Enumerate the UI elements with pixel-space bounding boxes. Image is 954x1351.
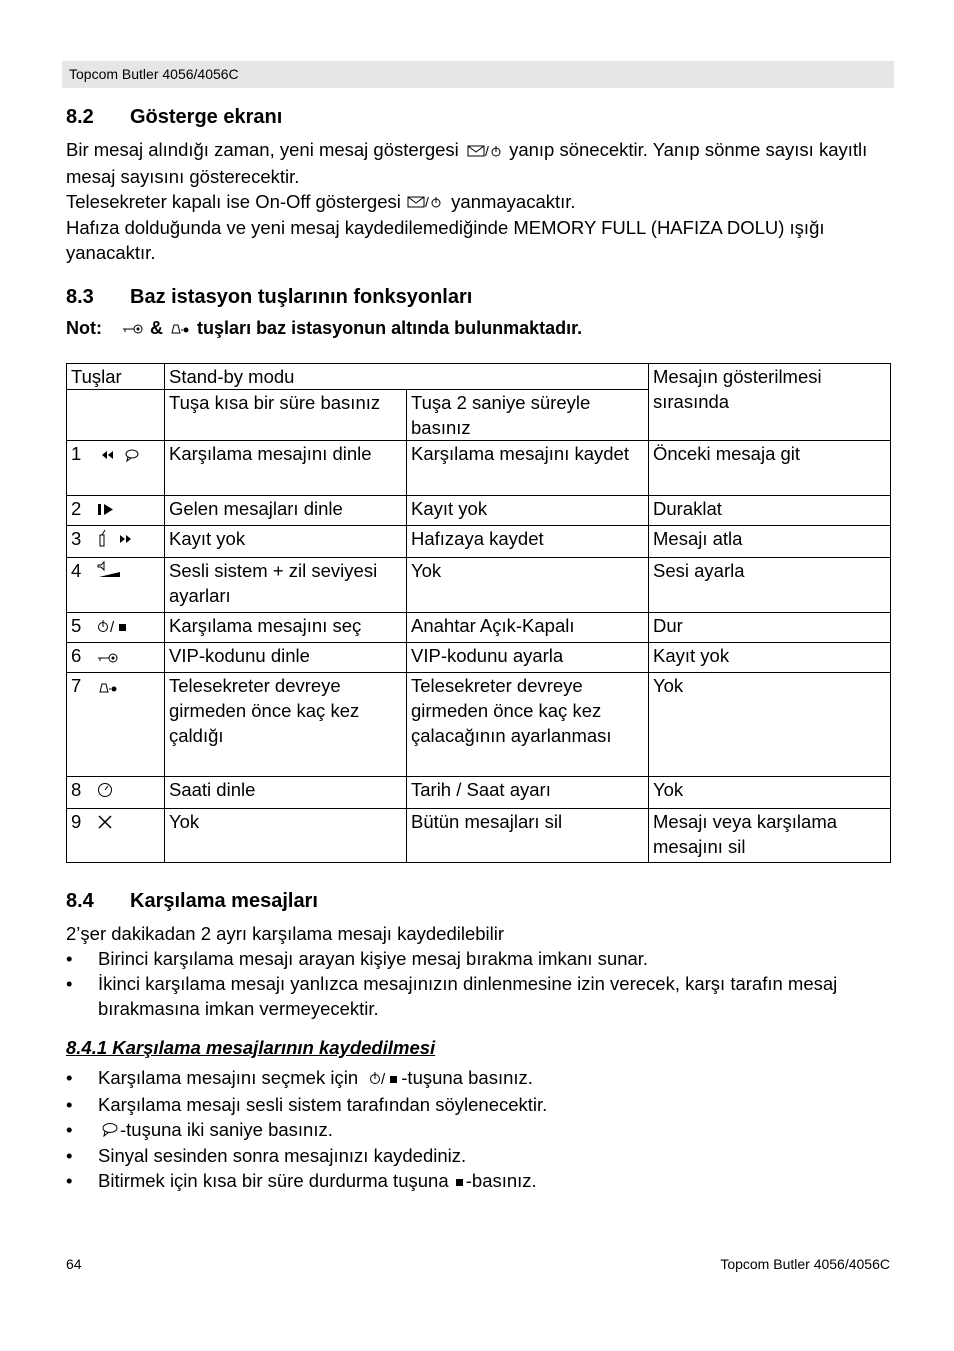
svg-text:/: / xyxy=(110,618,115,634)
section-number: 8.3 xyxy=(66,286,94,308)
volume-icon xyxy=(96,560,124,585)
subsection-title: 8.4.1 Karşılama mesajlarının kaydedilmesi xyxy=(66,1037,436,1058)
list-item xyxy=(66,1065,896,1092)
section-8-2-body xyxy=(66,137,896,265)
footer-title: Topcom Butler 4056/4056C xyxy=(720,1256,890,1272)
table-header-row xyxy=(67,364,891,390)
key-number: 9 xyxy=(71,811,82,832)
cell: Yok xyxy=(407,558,649,613)
table-row xyxy=(67,777,891,809)
list-item xyxy=(66,1168,896,1195)
cell: Tarih / Saat ayarı xyxy=(407,777,649,809)
svg-text:/: / xyxy=(425,194,429,210)
onoff-stop-icon xyxy=(369,1067,401,1092)
key-number: 1 xyxy=(71,443,82,464)
page-number: 64 xyxy=(66,1256,82,1272)
cell: Yok xyxy=(649,777,891,809)
table-row xyxy=(67,526,891,558)
vip-key-icon xyxy=(121,319,145,340)
table-row xyxy=(67,441,891,496)
greeting-icon xyxy=(100,1118,120,1143)
key-number: 6 xyxy=(71,645,82,666)
ring-count-icon xyxy=(168,319,192,340)
cell: Dur xyxy=(649,613,891,643)
header-title: Topcom Butler 4056/4056C xyxy=(69,66,239,82)
svg-text:/: / xyxy=(484,142,489,158)
header-cell: Mesajın gösterilmesi sırasında xyxy=(649,364,891,441)
table-row xyxy=(67,613,891,643)
envelope-onoff-icon xyxy=(464,139,504,164)
cell: Karşılama mesajını dinle xyxy=(165,441,407,496)
cell: Saati dinle xyxy=(165,777,407,809)
section-heading-8-3 xyxy=(66,286,472,309)
section-title: Baz istasyon tuşlarının fonksyonları xyxy=(130,286,473,308)
cell: Sesi ayarla xyxy=(649,558,891,613)
list-item: • Karşılama mesajı sesli sistem tarafından söylenecektir. xyxy=(66,1092,896,1117)
memo-forward-icon xyxy=(96,528,140,553)
list-item: • Birinci karşılama mesajı arayan kişiye mesaj bırakma imkanı sunar. xyxy=(66,946,896,971)
empty-cell xyxy=(67,390,165,441)
section-heading-8-2 xyxy=(66,106,282,129)
section-number: 8.2 xyxy=(66,106,94,128)
cell: VIP-kodunu dinle xyxy=(165,643,407,673)
delete-icon xyxy=(96,811,116,836)
cell: Bütün mesajları sil xyxy=(407,809,649,863)
cell: Mesajı atla xyxy=(649,526,891,558)
key-cell xyxy=(67,613,165,643)
note-text: tuşları baz istasyonun altında bulunmaktadır. xyxy=(197,318,583,338)
key-number: 4 xyxy=(71,560,82,581)
vip-key-icon xyxy=(96,645,120,670)
cell: Yok xyxy=(649,673,891,777)
stop-icon xyxy=(454,1170,466,1195)
key-number: 3 xyxy=(71,528,82,549)
section-title: Karşılama mesajları xyxy=(130,890,318,912)
play-pause-icon xyxy=(96,498,120,523)
section-title: Gösterge ekranı xyxy=(130,106,283,128)
cell: Kayıt yok xyxy=(407,496,649,526)
list-text: -tuşuna iki saniye basınız. xyxy=(120,1118,333,1140)
cell: Önceki mesaja git xyxy=(649,441,891,496)
header-cell: Tuşa 2 saniye süreyle basınız xyxy=(407,390,649,441)
rewind-greeting-icon xyxy=(96,443,140,468)
table-row xyxy=(67,496,891,526)
cell: Karşılama mesajını kaydet xyxy=(407,441,649,496)
section-8-4-list xyxy=(66,946,896,1021)
cell: Duraklat xyxy=(649,496,891,526)
clock-icon xyxy=(96,779,116,804)
section-8-4-1-list xyxy=(66,1065,896,1195)
cell: Mesajı veya karşılama mesajını sil xyxy=(649,809,891,863)
section-8-4-intro: 2’şer dakikadan 2 ayrı karşılama mesajı kaydedilebilir xyxy=(66,923,505,944)
key-cell xyxy=(67,526,165,558)
key-cell xyxy=(67,643,165,673)
cell: Kayıt yok xyxy=(165,526,407,558)
list-text: -basınız. xyxy=(465,1170,537,1192)
paragraph-text: Telesekreter kapalı ise On-Off göstergesi xyxy=(66,190,401,212)
table-row xyxy=(67,673,891,777)
section-heading-8-4 xyxy=(66,890,318,913)
key-cell xyxy=(67,558,165,613)
paragraph-text: yanıp sönecektir. Yanıp sönme sayısı kayıtlı mesaj sayısını gösterecektir. xyxy=(66,139,868,187)
key-number: 7 xyxy=(71,675,82,696)
svg-text:/: / xyxy=(381,1070,386,1086)
key-number: 5 xyxy=(71,615,82,636)
cell: Kayıt yok xyxy=(649,643,891,673)
cell: Karşılama mesajını seç xyxy=(165,613,407,643)
table-row xyxy=(67,643,891,673)
paragraph-text: Hafıza dolduğunda ve yeni mesaj kaydedilemediğinde MEMORY FULL (HAFIZA DOLU) ışığı yanacaktır. xyxy=(66,217,825,264)
note xyxy=(66,318,582,340)
section-number: 8.4 xyxy=(66,890,94,912)
key-cell xyxy=(67,809,165,863)
key-cell xyxy=(67,777,165,809)
table-row xyxy=(67,809,891,863)
list-text: -tuşuna basınız. xyxy=(401,1067,533,1088)
cell: Hafızaya kaydet xyxy=(407,526,649,558)
cell: Sesli sistem + zil seviyesi ayarları xyxy=(165,558,407,613)
list-item xyxy=(66,1117,896,1144)
list-item: • Sinyal sesinden sonra mesajınızı kaydediniz. xyxy=(66,1143,896,1168)
header-cell: Tuşlar xyxy=(67,364,165,390)
key-number: 8 xyxy=(71,779,82,800)
list-item: • İkinci karşılama mesajı yanlızca mesajınızın dinlenmesine izin verecek, karşı tarafın mesaj bırakmasına imkan vermeyecektir. xyxy=(66,971,896,1021)
ring-count-icon xyxy=(96,675,120,700)
cell: Telesekreter devreye girmeden önce kaç kez çalacağının ayarlanması xyxy=(407,673,649,777)
key-number: 2 xyxy=(71,498,82,519)
cell: Telesekreter devreye girmeden önce kaç kez çaldığı xyxy=(165,673,407,777)
table-row xyxy=(67,558,891,613)
cell: VIP-kodunu ayarla xyxy=(407,643,649,673)
key-cell xyxy=(67,496,165,526)
cell: Anahtar Açık-Kapalı xyxy=(407,613,649,643)
list-text: Karşılama mesajını seçmek için xyxy=(98,1067,359,1088)
cell: Gelen mesajları dinle xyxy=(165,496,407,526)
paragraph-text: yanmayacaktır. xyxy=(451,190,576,212)
key-cell xyxy=(67,673,165,777)
note-ampersand: & xyxy=(150,318,164,338)
onoff-stop-icon xyxy=(96,615,132,640)
key-cell xyxy=(67,441,165,496)
envelope-onoff-icon xyxy=(406,190,446,215)
header-cell: Tuşa kısa bir süre basınız xyxy=(165,390,407,441)
paragraph-text: Bir mesaj alındığı zaman, yeni mesaj göstergesi xyxy=(66,139,459,160)
key-function-table xyxy=(66,363,891,863)
note-label: Not: xyxy=(66,318,102,338)
list-text: Bitirmek için kısa bir süre durdurma tuşuna xyxy=(98,1170,449,1192)
page-header xyxy=(62,61,894,88)
cell: Yok xyxy=(165,809,407,863)
header-cell: Stand-by modu xyxy=(165,364,649,390)
